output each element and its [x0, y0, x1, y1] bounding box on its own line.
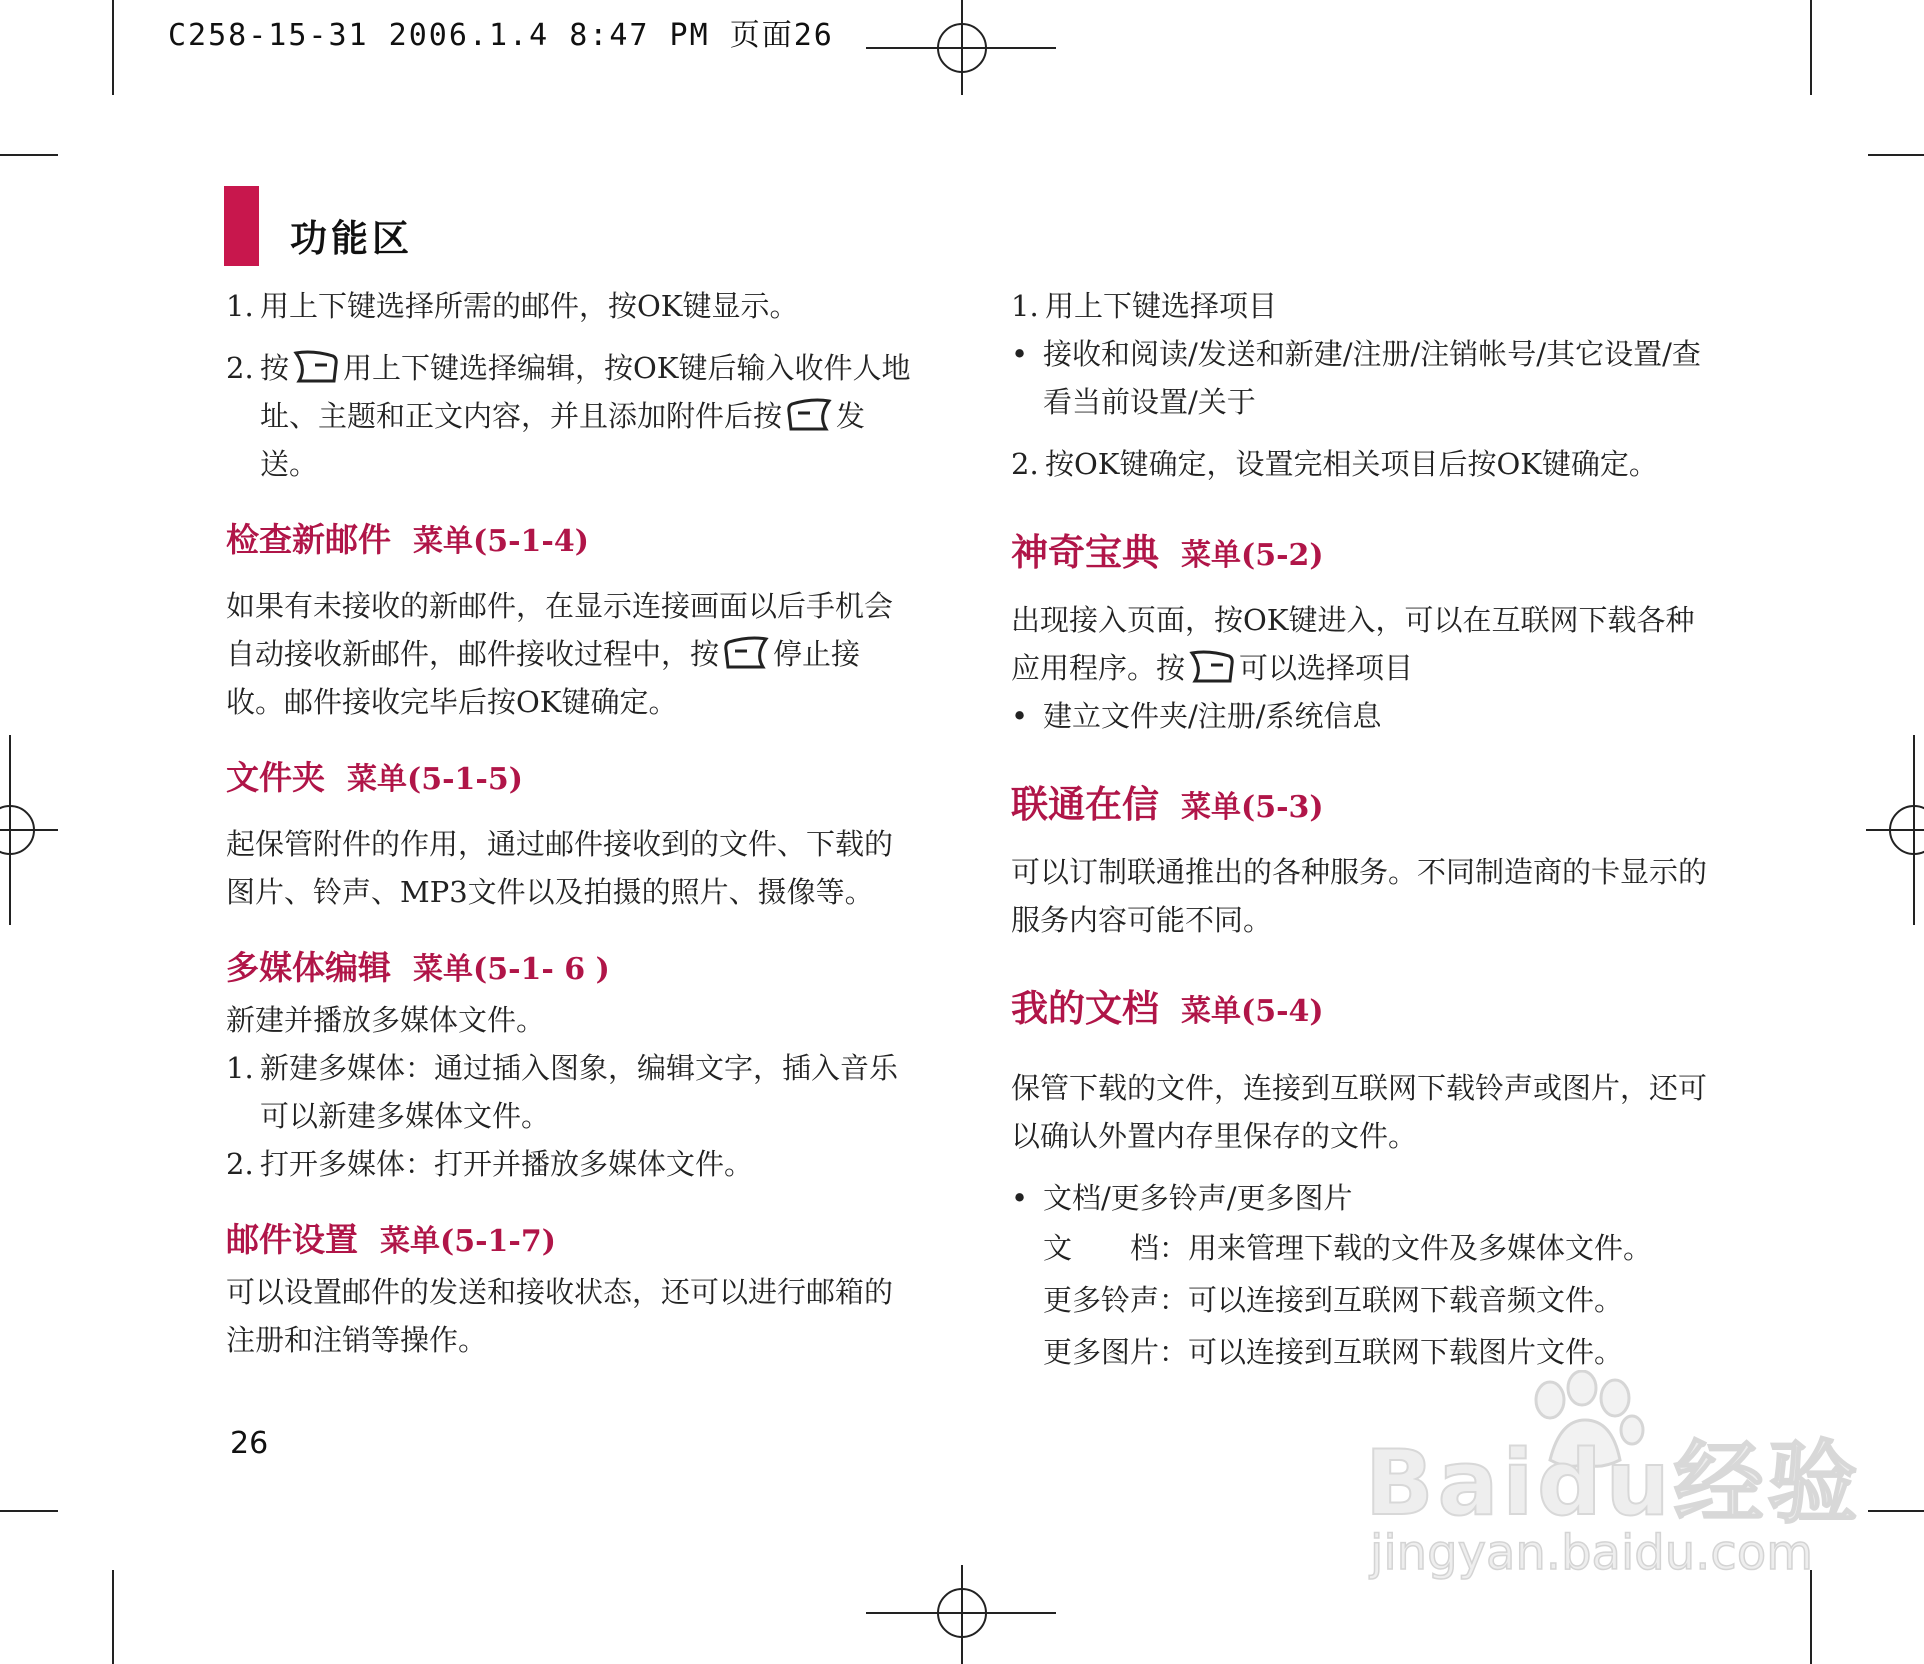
paragraph-text: 出现接入页面，按OK键进入，可以在互联网下载各种应用程序。按	[1011, 603, 1695, 685]
heading-title: 邮件设置	[226, 1220, 358, 1259]
crop-mark	[0, 1510, 58, 1512]
print-header: C258-15-31 2006.1.4 8:47 PM 页面26	[168, 18, 834, 53]
bullet-item	[1011, 692, 1711, 740]
heading-title: 文件夹	[226, 758, 325, 797]
right-soft-key-icon	[293, 348, 339, 384]
heading-menu: 菜单(5-1-4)	[413, 524, 589, 559]
paragraph	[1011, 596, 1711, 692]
item-text: 用上下键选择项目	[1045, 289, 1278, 323]
item-text: 用上下键选择所需的邮件，按OK键显示。	[260, 289, 799, 323]
item-text: 新建多媒体：通过插入图象，编辑文字，插入音乐可以新建多媒体文件。	[260, 1051, 899, 1133]
crop-mark	[1810, 0, 1812, 95]
left-soft-key-icon	[723, 634, 769, 670]
item-text: 用上下键选择编辑，按OK键后输入收件人地址、主题和正文内容，并且添加附件后按	[260, 351, 911, 433]
list-item	[1011, 440, 1711, 488]
item-number: 2.	[226, 1147, 254, 1181]
item-number: 1.	[226, 289, 254, 323]
crop-mark	[1810, 1570, 1812, 1664]
list-item	[1011, 282, 1711, 330]
crop-mark	[0, 154, 58, 156]
item-text: 按OK键确定，设置完相关项目后按OK键确定。	[1045, 447, 1658, 481]
heading-title: 我的文档	[1011, 986, 1159, 1030]
paragraph-text: 可以选择项目	[1239, 651, 1414, 685]
heading-title: 神奇宝典	[1011, 530, 1159, 574]
paragraph-text: 停止接收。邮件接收完毕后按OK键确定。	[226, 637, 861, 719]
item-number: 1.	[1011, 289, 1039, 323]
crop-mark	[112, 1570, 114, 1664]
section-heading	[226, 1214, 916, 1268]
definition-line: 更多图片：可以连接到互联网下载图片文件。	[1043, 1335, 1624, 1369]
paragraph: 可以订制联通推出的各种服务。不同制造商的卡显示的服务内容可能不同。	[1011, 855, 1708, 937]
registration-mark	[866, 1565, 1056, 1664]
section-heading	[226, 942, 916, 996]
left-soft-key-icon	[786, 396, 832, 432]
heading-menu: 菜单(5-3)	[1181, 790, 1324, 825]
bullet-text: 建立文件夹/注册/系统信息	[1043, 699, 1382, 733]
bullet-dot: •	[1011, 337, 1029, 371]
watermark-logo: Baidu经验	[1365, 1431, 1862, 1536]
heading-menu: 菜单(5-1- 6 )	[413, 952, 610, 987]
paragraph: 起保管附件的作用，通过邮件接收到的文件、下载的图片、铃声、MP3文件以及拍摄的照片、摄像等。	[226, 827, 894, 909]
section-heading	[226, 514, 916, 568]
heading-title: 联通在信	[1011, 782, 1159, 826]
page-number: 26	[230, 1426, 269, 1461]
list-item	[226, 344, 916, 488]
registration-mark	[1866, 735, 1924, 925]
list-item	[226, 1140, 916, 1188]
definition-line: 更多铃声：可以连接到互联网下载音频文件。	[1043, 1283, 1624, 1317]
bullet-item	[1011, 1174, 1711, 1222]
list-item	[226, 282, 916, 330]
paragraph: 保管下载的文件，连接到互联网下载铃声或图片，还可以确认外置内存里保存的文件。	[1011, 1071, 1708, 1153]
paragraph: 新建并播放多媒体文件。	[226, 1003, 546, 1037]
section-heading	[226, 752, 916, 806]
section-heading	[1011, 526, 1711, 582]
registration-mark	[866, 0, 1056, 100]
item-text: 按	[260, 351, 290, 385]
paragraph	[226, 582, 916, 726]
heading-title: 检查新邮件	[226, 520, 391, 559]
item-number: 2.	[226, 351, 254, 385]
section-heading	[1011, 778, 1711, 834]
crop-mark	[112, 0, 114, 95]
crop-mark	[1868, 154, 1924, 156]
section-heading	[1011, 982, 1711, 1038]
bullet-text: 文档/更多铃声/更多图片	[1043, 1181, 1353, 1215]
bullet-text: 接收和阅读/发送和新建/注册/注销帐号/其它设置/查看当前设置/关于	[1043, 337, 1701, 419]
heading-menu: 菜单(5-1-5)	[347, 762, 523, 797]
list-item	[226, 1044, 916, 1140]
heading-title: 多媒体编辑	[226, 948, 391, 987]
section-title: 功能区	[290, 217, 413, 260]
registration-mark	[0, 735, 60, 925]
item-number: 1.	[226, 1051, 254, 1085]
left-column	[226, 282, 916, 1364]
definition-line: 文 档：用来管理下载的文件及多媒体文件。	[1043, 1231, 1653, 1265]
bullet-dot: •	[1011, 1181, 1029, 1215]
crop-mark	[1868, 1510, 1924, 1512]
item-number: 2.	[1011, 447, 1039, 481]
item-text: 发送。	[260, 399, 866, 481]
paragraph: 可以设置邮件的发送和接收状态，还可以进行邮箱的注册和注销等操作。	[226, 1275, 894, 1357]
watermark-url: jingyan.baidu.com	[1370, 1525, 1813, 1581]
bullet-dot: •	[1011, 699, 1029, 733]
paragraph-text: 如果有未接收的新邮件，在显示连接画面以后手机会自动接收新邮件，邮件接收过程中，按	[226, 589, 894, 671]
heading-menu: 菜单(5-4)	[1181, 994, 1324, 1029]
item-text: 打开多媒体：打开并播放多媒体文件。	[260, 1147, 754, 1181]
right-soft-key-icon	[1189, 648, 1235, 684]
bullet-item	[1011, 330, 1711, 426]
heading-menu: 菜单(5-1-7)	[380, 1224, 556, 1259]
right-column	[1011, 282, 1711, 1378]
section-accent-bar	[224, 186, 259, 266]
heading-menu: 菜单(5-2)	[1181, 538, 1324, 573]
